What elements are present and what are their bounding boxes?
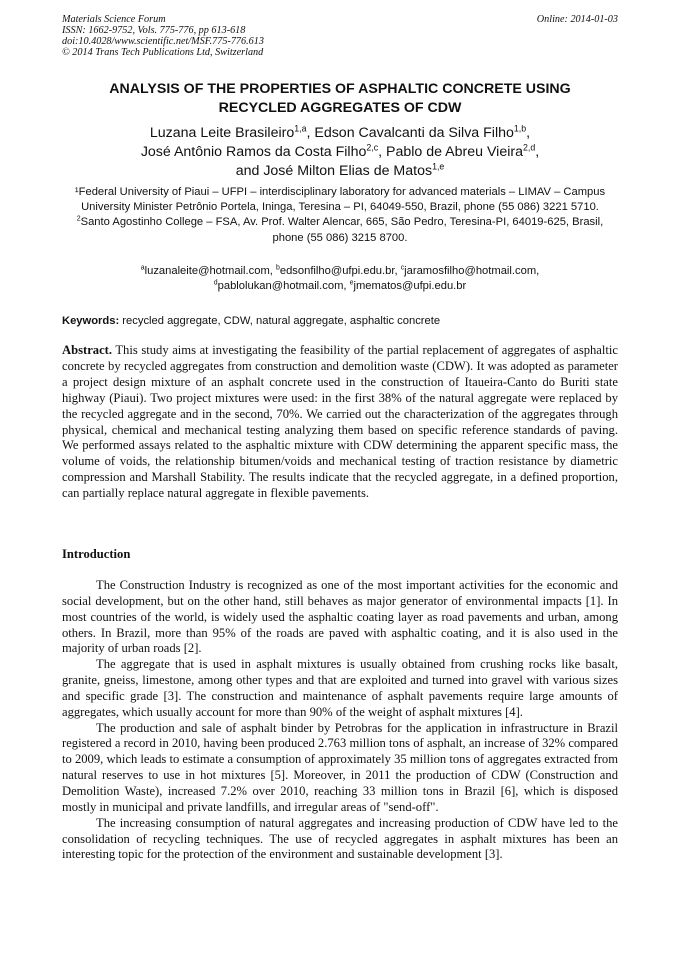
email-address: jmematos@ufpi.edu.br: [353, 280, 467, 292]
email-separator: ,: [536, 265, 540, 277]
affiliation-mark: 2: [76, 215, 81, 223]
paragraph: The production and sale of asphalt binder by Petrobras for the application in infrastructure in Brazil registered a record in 2010, having been produced 2.763 million tons of asphalt, an increase of 32% compared to 2009, which leads to estimate a consumption of approximately 35 million tons of aggregates extracted from natural reserves to use in hot mixtures [5]. Moreover, in 2011 the production of CDW (Construction and Demolition Waste), increased 7.2% over 2010, reaching 33 million tons in Brazil [6], which is disposed mostly in municipal and private landfills, and irregular areas of "send-off".: [62, 720, 618, 814]
author-emails: [62, 264, 618, 294]
email-mark: b: [275, 264, 280, 272]
abstract-label: Abstract.: [62, 343, 113, 357]
email-mark: c: [400, 264, 405, 272]
abstract-text: This study aims at investigating the feasibility of the partial replacement of aggregates of asphaltic concrete by recycled aggregates from construction and demolition waste (CDW). It was adopted as parameter a project design mixture of an asphalt concrete used in the construction of Itaueira-Canto do Buriti state highway (Piaui). Two project mixtures were used: in the first 38% of the natural aggregate were replaced by the recycled aggregate and in the second, 70%. We carried out the characterization of the aggregates through physical, chemical and mechanical testing analyzing them based on specific reference standards of paving. We performed assays related to the asphaltic mixture with CDW determining the apparent specific mass, the volume of voids, the relationship bitumen/voids and mechanical testing of traction resistance by diametric compression and Marshall Stability. The results indicate that the recycled aggregate, in a defined proportion, can partially replace natural aggregate in flexible pavements.: [62, 343, 622, 501]
journal-name: Materials Science Forum: [62, 14, 166, 25]
author-line-2: [62, 143, 618, 162]
author-name: Edson Cavalcanti da Silva Filho: [314, 125, 514, 141]
paper-title: [62, 80, 618, 118]
email-separator: ,: [343, 280, 350, 292]
author-separator: ,: [535, 144, 540, 160]
affiliation-text: Santo Agostinho College – FSA, Av. Prof. Walter Alencar, 665, São Pedro, Teresina-PI, 64019-625, Brasil, phone (55 086) 3215 8700.: [80, 216, 604, 244]
author-line-3: [62, 162, 618, 181]
journal-issn: ISSN: 1662-9752, Vols. 775-776, pp 613-618: [62, 25, 246, 36]
author-separator: ,: [378, 144, 386, 160]
email-mark: a: [140, 264, 145, 272]
author-separator: ,: [526, 125, 531, 141]
author-list: [62, 124, 618, 181]
introduction-body: [62, 578, 618, 863]
email-address: jaramosfilho@hotmail.com: [404, 265, 537, 277]
email-line-2: [62, 279, 618, 294]
author-line-1: [62, 124, 618, 143]
author-prefix: and: [235, 163, 264, 179]
abstract: [62, 343, 622, 502]
email-separator: ,: [269, 265, 276, 277]
email-address: edsonfilho@ufpi.edu.br: [279, 265, 395, 277]
journal-copyright: © 2014 Trans Tech Publications Ltd, Switzerland: [62, 47, 264, 58]
email-line-1: [62, 264, 618, 279]
title-line-2: RECYCLED AGGREGATES OF CDW: [218, 100, 462, 116]
email-mark: d: [213, 279, 218, 287]
affiliation-2: [62, 215, 618, 245]
author-name: Luzana Leite Brasileiro: [149, 125, 295, 141]
journal-header: [62, 14, 618, 58]
online-date: Online: 2014-01-03: [536, 14, 618, 25]
author-separator: ,: [306, 125, 315, 141]
email-address: pablolukan@hotmail.com: [217, 280, 344, 292]
keywords-label: Keywords:: [62, 315, 120, 327]
email-mark: e: [349, 279, 354, 287]
paragraph: The aggregate that is used in asphalt mixtures is usually obtained from crushing rocks like basalt, granite, gneiss, limestone, among other types and that are exploited and turned into gravel with various sizes and specific grade [3]. The construction and maintenance of asphalt pavements require large amounts of aggregates, which usually account for more than 90% of the weight of asphalt mixtures [4].: [62, 657, 618, 719]
author-affiliation-mark: 1,e: [432, 161, 445, 172]
affiliations: [62, 185, 618, 246]
keywords-text: recycled aggregate, CDW, natural aggregate, asphaltic concrete: [119, 315, 441, 327]
email-address: luzanaleite@hotmail.com: [144, 265, 270, 277]
keywords: [62, 314, 618, 329]
paragraph: The increasing consumption of natural aggregates and increasing production of CDW have led to the consolidation of recycling techniques. The use of recycled aggregates in asphalt mixtures has been an interesting topic for the protection of the environment and sustainable development [3].: [62, 815, 618, 862]
author-name: José Milton Elias de Matos: [263, 163, 433, 179]
section-heading: Introduction: [62, 547, 131, 561]
title-line-1: ANALYSIS OF THE PROPERTIES OF ASPHALTIC CONCRETE USING: [109, 81, 571, 97]
author-name: José Antônio Ramos da Costa Filho: [140, 144, 367, 160]
author-affiliation-mark: 2,c: [366, 142, 379, 153]
author-affiliation-mark: 1,b: [513, 123, 527, 134]
author-name: Pablo de Abreu Vieira: [386, 144, 523, 160]
journal-doi: doi:10.4028/www.scientific.net/MSF.775-776.613: [62, 36, 264, 47]
author-affiliation-mark: 1,a: [294, 123, 307, 134]
affiliation-1: ¹Federal University of Piaui – UFPI – interdisciplinary laboratory for advanced materials – LIMAV – Campus University Minister Petrônio Portela, Ininga, Teresina – PI, 64049-550, Brazil, phone (55 086) 3221 5710.: [74, 186, 606, 214]
author-affiliation-mark: 2,d: [522, 142, 536, 153]
email-separator: ,: [394, 265, 401, 277]
paragraph: The Construction Industry is recognized as one of the most important activities for the economic and social development, but on the other hand, still behaves as major generator of environmental impacts [1]. In most countries of the world, is widely used the asphaltic coating layer as road pavements and urban, among others. In Brazil, more than 95% of the roads are paved with asphaltic coating, and it is also used in the majority of urban roads [2].: [62, 578, 618, 656]
